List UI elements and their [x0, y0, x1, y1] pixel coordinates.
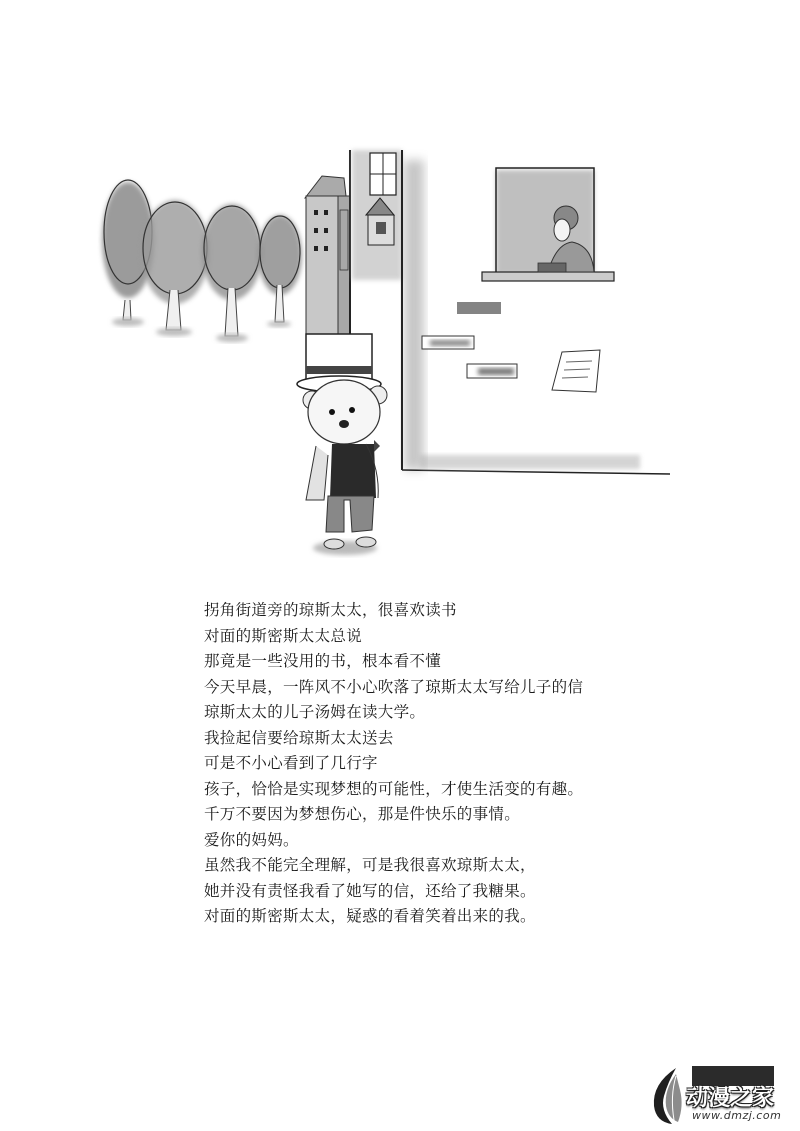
story-line: 孩子，恰恰是实现梦想的可能性，才使生活变的有趣。	[204, 779, 584, 798]
tower	[305, 176, 350, 336]
story-line: 对面的斯密斯太太总说	[204, 626, 363, 645]
story-line: 琼斯太太的儿子汤姆在读大学。	[204, 703, 426, 721]
story-line: 千万不要因为梦想伤心，那是件快乐的事情。	[204, 805, 521, 823]
story-line: 今天早晨，一阵风不小心吹落了琼斯太太写给儿子的信	[204, 677, 584, 696]
trees	[102, 180, 302, 342]
story-line: 她并没有责怪我看了她写的信，还给了我糖果。	[204, 881, 536, 900]
building	[350, 150, 402, 345]
site-watermark	[650, 1062, 800, 1131]
story-line: 拐角街道旁的琼斯太太，很喜欢读书	[204, 601, 457, 619]
story-text	[204, 598, 724, 930]
watermark-name: 动漫之家	[686, 1086, 775, 1111]
story-line: 对面的斯密斯太太，疑惑的看着笑着出来的我。	[204, 907, 536, 925]
watermark-url: www.dmzj.com	[692, 1109, 782, 1122]
story-line: 可是不小心看到了几行字	[204, 754, 378, 772]
story-line: 虽然我不能完全理解，可是我很喜欢琼斯太太，	[204, 856, 536, 874]
story-line: 我捡起信要给琼斯太太送去	[204, 728, 394, 747]
story-line: 爱你的妈妈。	[204, 830, 299, 849]
leaf-logo-icon	[650, 1066, 686, 1126]
window	[482, 168, 614, 281]
teddy-bear	[297, 334, 387, 555]
story-line: 那竟是一些没用的书，根本看不懂	[204, 652, 442, 670]
